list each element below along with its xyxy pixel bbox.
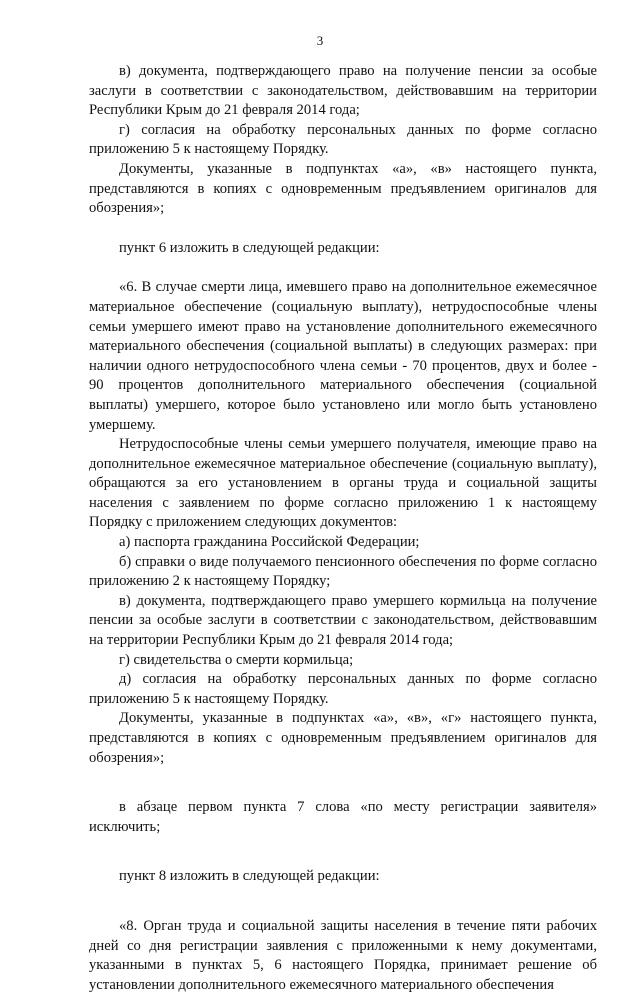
list-item-d: д) согласия на обработку персональных данных по форме согласно приложению 5 к настоящему Порядку.	[89, 671, 597, 707]
paragraph-documents-note-2: Документы, указанные в подпунктах «а», «в», «г» настоящего пункта, представляются в копиях с одновременным предъявлением оригиналов для обозрения»;	[89, 710, 597, 766]
paragraph-point-6: «6. В случае смерти лица, имевшего право на дополнительное ежемесячное материальное обеспечение (социальную выплату), нетрудоспособные члены семьи умершего имеют право на установление дополнительного ежемесячного материального обеспечения (социальной выплаты) в следующих размерах: при наличии одного нетрудоспособного члена семьи - 70 процентов, двух и более - 90 процентов дополнительного материального обеспечения (социальной выплаты) умершего, которое было установлено или могло быть установлено умершему.	[89, 279, 597, 433]
spacer	[89, 837, 597, 867]
paragraph-item-g: г) согласия на обработку персональных данных по форме согласно приложению 5 к настоящему Порядку.	[89, 121, 597, 158]
spacer	[89, 768, 597, 798]
page-number: 3	[316, 33, 324, 48]
spacer	[89, 219, 597, 239]
paragraph-item-v: в) документа, подтверждающего право на получение пенсии за особые заслуги в соответствии с законодательством, действовавшим на территории Республики Крым до 21 февраля 2014 года;	[89, 63, 597, 119]
document-body	[89, 62, 597, 995]
paragraph-point-8: «8. Орган труда и социальной защиты населения в течение пяти рабочих дней со дня регистрации заявления с приложенными к нему документами, указанными в пунктах 5, 6 настоящего Порядка, принимает решение об установлении дополнительного ежемесячного материального обеспечения	[89, 917, 597, 993]
list-item-a: а) паспорта гражданина Российской Федерации;	[119, 534, 420, 551]
spacer	[89, 887, 597, 917]
list-item-b: б) справки о виде получаемого пенсионного обеспечения по форме согласно приложению 2 к настоящему Порядку;	[89, 553, 597, 590]
paragraph-point-8-intro: пункт 8 изложить в следующей редакции:	[119, 868, 380, 885]
spacer	[89, 258, 597, 278]
paragraph-family-members: Нетрудоспособные члены семьи умершего получателя, имеющие право на дополнительное ежемесячное материальное обеспечение (социальную выплату), обращаются за его установлением в органы труда и социальной защиты населения с заявлением по форме согласно приложению 1 к настоящему Порядку с приложением следующих документов:	[89, 436, 597, 531]
paragraph-point-6-intro: пункт 6 изложить в следующей редакции:	[119, 239, 380, 256]
paragraph-point-7: в абзаце первом пункта 7 слова «по месту регистрации заявителя» исключить;	[89, 799, 597, 835]
list-item-v: в) документа, подтверждающего право умершего кормильца на получение пенсии за особые заслуги в соответствии с законодательством, действовавшим на территории Республики Крым до 21 февраля 2014 года;	[89, 592, 597, 649]
paragraph-documents-note: Документы, указанные в подпунктах «а», «в» настоящего пункта, представляются в копиях с одновременным предъявлением оригиналов для обозрения»;	[89, 160, 597, 217]
list-item-g: г) свидетельства о смерти кормильца;	[119, 651, 354, 668]
